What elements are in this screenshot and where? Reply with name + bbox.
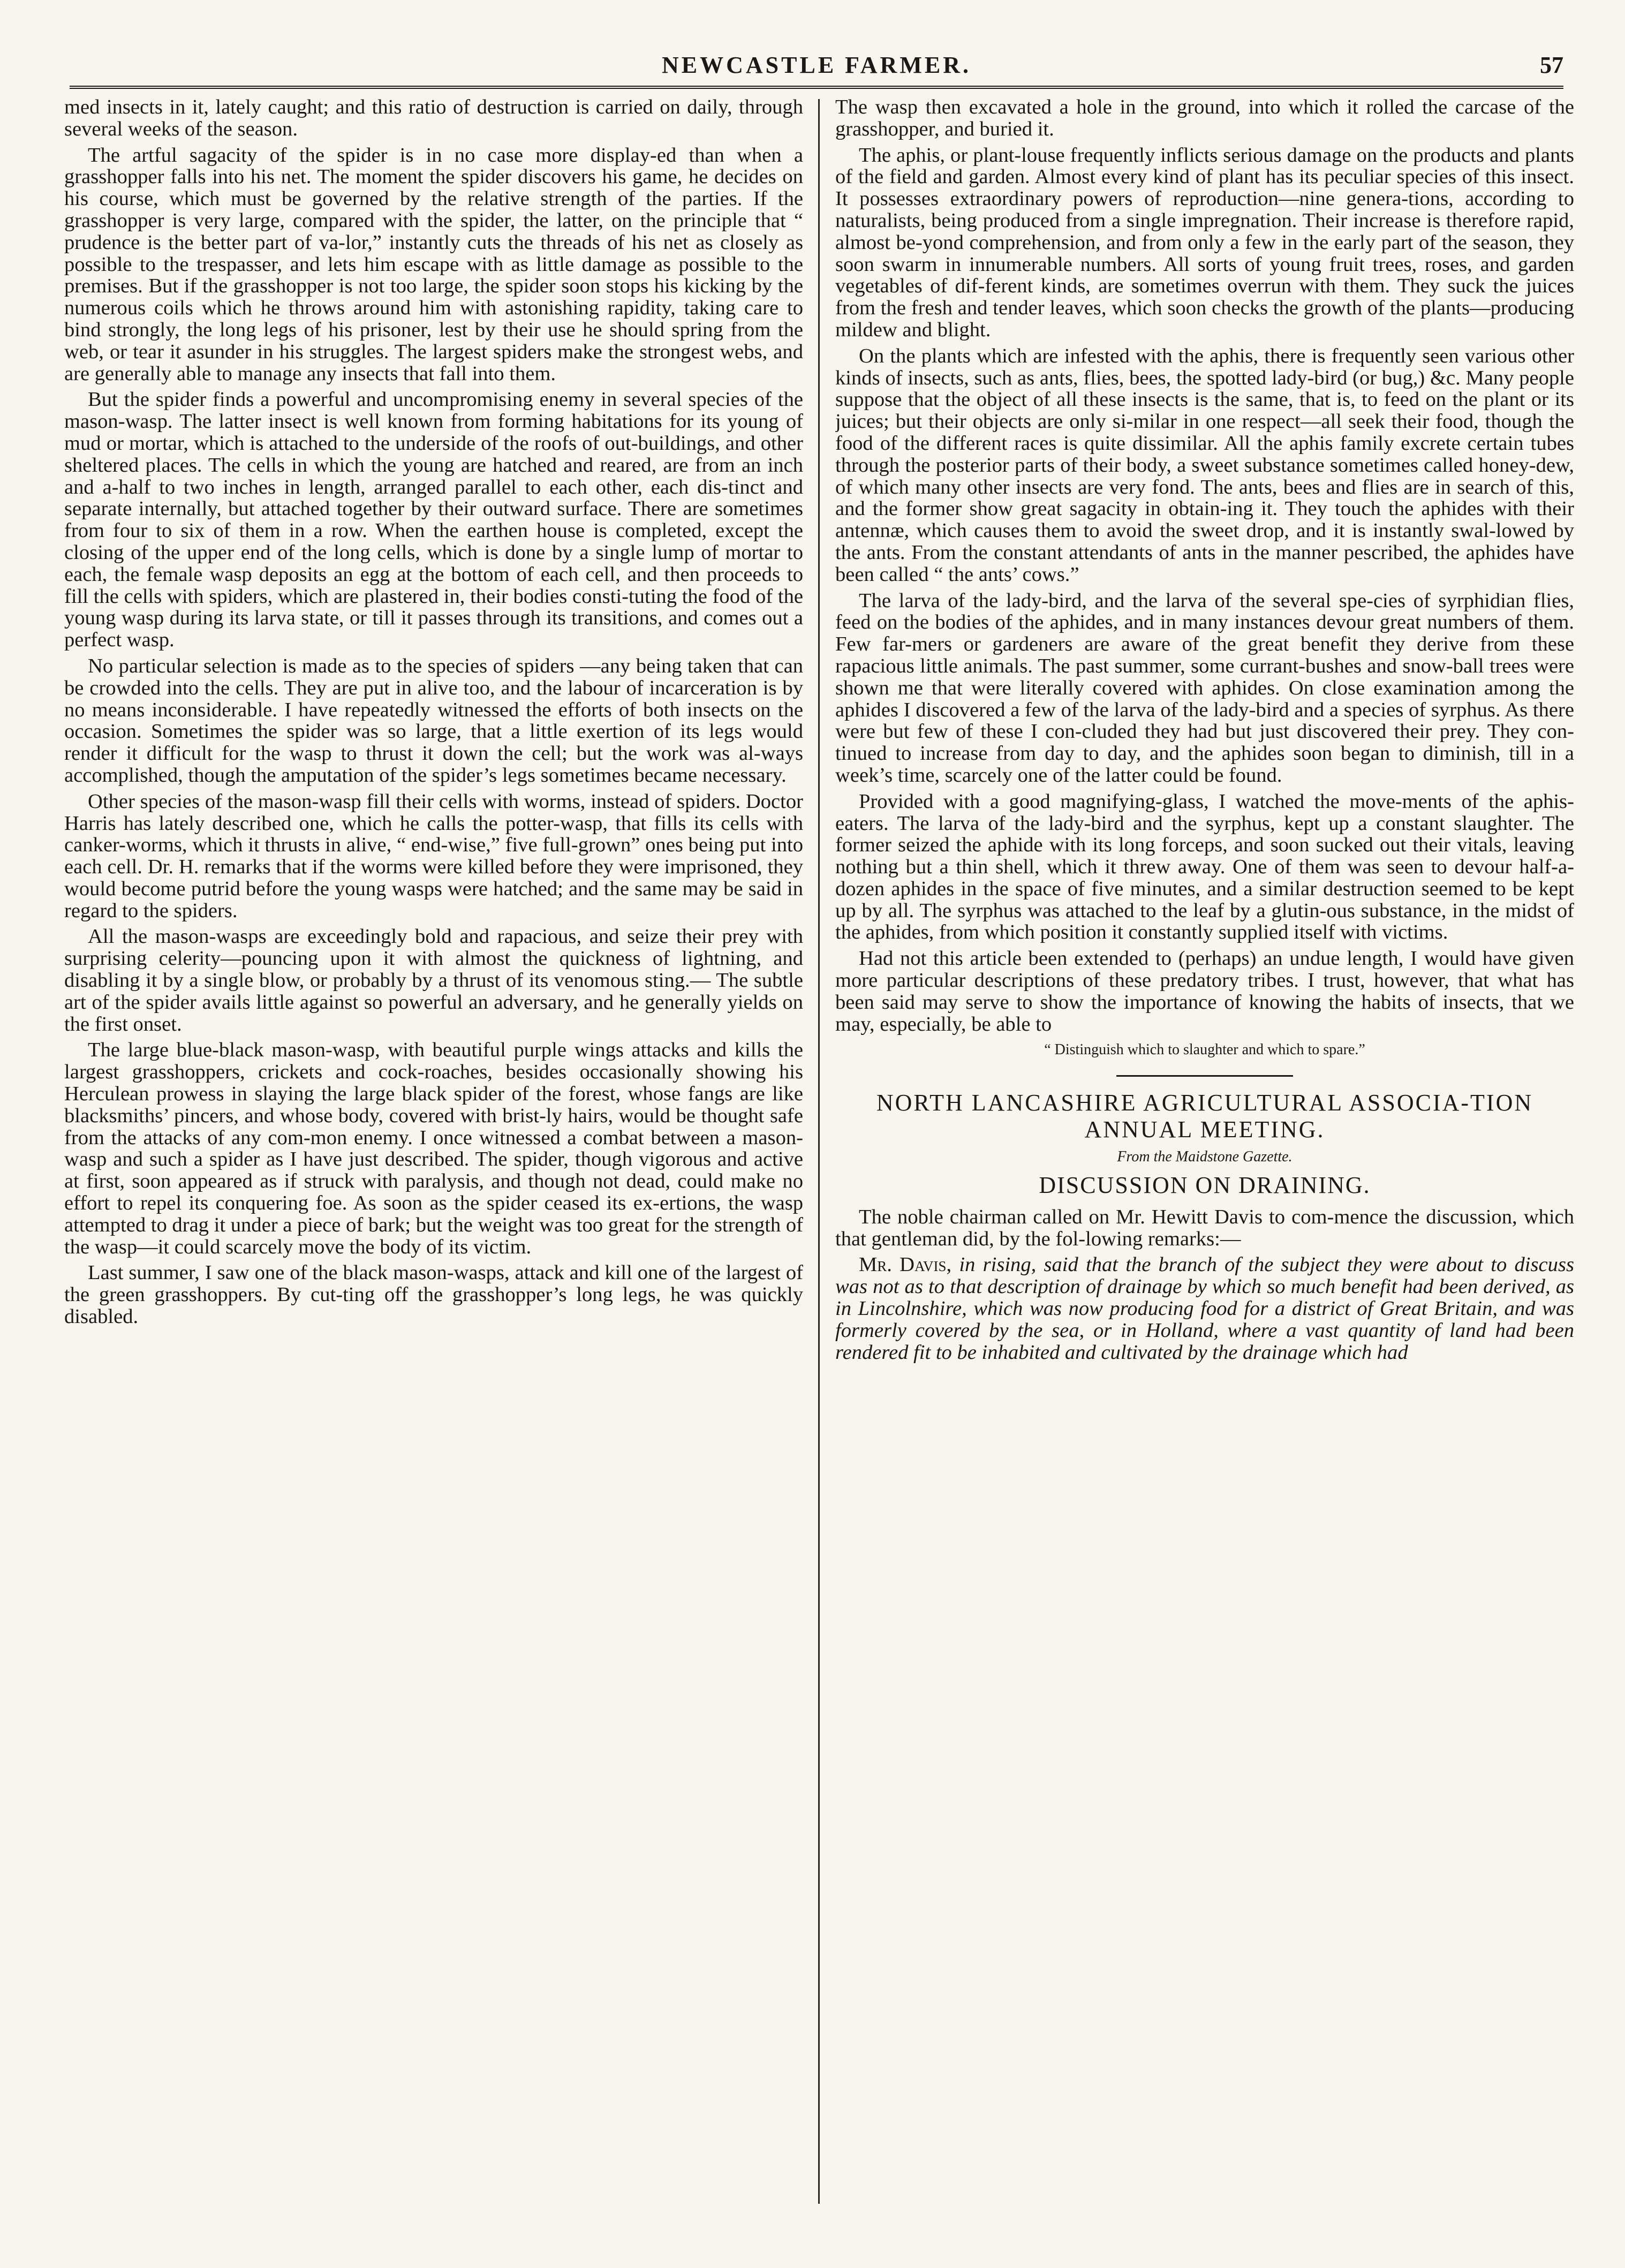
- article-paragraph: No particular selection is made as to the species of spiders —any being taken that can be crowded into the cells. They are put in alive too, and the labour of incarceration is by no means inconsiderable. I have repeatedly witnessed the efforts of both insects on the occasion. Sometimes the spider was so large, that a little exertion of its legs would render it difficult for the wasp to thrust it down the cell; but the work was al-ways accomplished, though the amputation of the spider’s legs sometimes became necessary.: [64, 654, 803, 787]
- article-paragraph: The aphis, or plant-louse frequently inflicts serious damage on the products and plants of the field and garden. Almost every kind of plant has its peculiar species of this insect. It possesses extraordinary powers of reproduction—nine genera-tions, according to naturalists, being produced from a single impregnation. Their increase is therefore rapid, almost be-yond comprehension, and from only a few in the early part of the season, they soon swarm in innumerable numbers. All sorts of young fruit trees, roses, and garden vegetables of dif-ferent kinds, are sometimes overrun with them. They suck the juices from the fresh and tender leaves, which soon checks the growth of the plants—producing mildew and blight.: [835, 143, 1574, 341]
- article-paragraph: On the plants which are infested with the aphis, there is frequently seen various other kinds of insects, such as ants, flies, bees, the spotted lady-bird (or bug,) &c. Many people suppose that the object of all these insects is the same, that is, to feed on the plant or its juices; but their objects are only si-milar in one respect—all seek their food, though the food of the different races is quite dissimilar. All the aphis family excrete certain tubes through the posterior parts of their body, a sweet substance sometimes called honey-dew, of which many other insects are very fond. The ants, bees and flies are in search of this, and the former show great sagacity in obtain-ing it. They touch the aphides with their antennæ, which causes them to avoid the sweet drop, and it is instantly swal-lowed by the ants. From the constant attendants of ants in the manner pescribed, the aphides have been called “ the ants’ cows.”: [835, 344, 1574, 586]
- speech-paragraph: [835, 1254, 1574, 1363]
- article-paragraph: But the spider finds a powerful and uncompromising enemy in several species of the mason-wasp. The latter insect is well known from forming habitations for its young of mud or mortar, which is attached to the underside of the roofs of out-buildings, and other sheltered places. The cells in which the young are hatched and reared, are from an inch and a-half to two inches in length, arranged parallel to each other, each dis-tinct and separate internally, but attached together by their outward surface. There are sometimes from four to six of them in a row. When the earthen house is completed, except the closing of the upper end of the long cells, which is done by a single lump of mortar to each, the female wasp deposits an egg at the bottom of each cell, and then proceeds to fill the cells with spiders, which are plastered in, their bodies consti-tuting the food of the young wasp during its larva state, or till it passes through its transitions, and comes out a perfect wasp.: [64, 388, 803, 652]
- page-number: 57: [1540, 52, 1563, 78]
- article-paragraph: All the mason-wasps are exceedingly bold and rapacious, and seize their prey with surprising celerity—pouncing upon it with almost the quickness of lightning, and disabling it by a single blow, or probably by a thrust of its venomous sting.— The subtle art of the spider avails little against so powerful an adversary, and he generally yields on the first onset.: [64, 925, 803, 1035]
- article-paragraph: The noble chairman called on Mr. Hewitt Davis to com-mence the discussion, which that gentleman did, by the fol-lowing remarks:—: [835, 1205, 1574, 1250]
- column-divider: [818, 99, 820, 2204]
- speech-text: in rising, said that the branch of the subject they were about to discuss was not as to that description of drainage by which so much benefit had been derived, as in Lincolnshire, which was now producing food for a district of Great Britain, and was formerly covered by the sea, or in Holland, where a vast quantity of land had been rendered fit to be inhabited and cultivated by the drainage which had: [835, 1253, 1574, 1364]
- article-paragraph: Other species of the mason-wasp fill their cells with worms, instead of spiders. Doctor Harris has lately described one, which he calls the potter-wasp, that fills its cells with canker-worms, which it thrusts in alive, “ end-wise,” five full-grown” ones being put into each cell. Dr. H. remarks that if the worms were killed before they were imprisoned, they would become putrid before the young wasps were hatched; and the same may be said in regard to the spiders.: [64, 790, 803, 922]
- closing-quote: “ Distinguish which to slaughter and which to spare.”: [1044, 1041, 1365, 1059]
- article-paragraph: The larva of the lady-bird, and the larva of the several spe-cies of syrphidian flies, feed on the bodies of the aphides, and in many instances devour great numbers of them. Few far-mers or gardeners are aware of the great benefit they derive from these rapacious little animals. The past summer, some currant-bushes and snow-ball trees were shown me that were literally covered with aphides. On close examination among the aphides I discovered a few of the larva of the lady-bird and a species of syrphus. As there were but few of these I con-cluded they had but just discovered their prey. They con-tinued to increase from day to day, and the aphides soon began to diminish, till in a week’s time, scarcely one of the latter could be found.: [835, 589, 1574, 787]
- article-paragraph: Had not this article been extended to (perhaps) an undue length, I would have given more particular descriptions of these predatory tribes. I trust, however, that what has been said may serve to show the importance of knowing the habits of insects, that we may, especially, be able to: [835, 947, 1574, 1035]
- speaker-name: Mr. Davis,: [859, 1253, 952, 1276]
- article-paragraph: The artful sagacity of the spider is in no case more display-ed than when a grasshopper falls into his net. The moment the spider discovers his game, he decides on his course, which must be governed by the relative strength of the parties. If the grasshopper is very large, compared with the spider, the latter, on the principle that “ prudence is the better part of va-lor,” instantly cuts the threads of his net as closely as possible to the trespasser, and lets him escape with as little damage as possible to the premises. But if the grasshopper is not too large, the spider soon stops his kicking by the numerous coils which he throws around him with astonishing rapidity, taking care to bind strongly, the long legs of his prisoner, lest by their use he should spring from the web, or tear it asunder in his struggles. The largest spiders make the strongest webs, and are generally able to manage any insects that fall into them.: [64, 143, 803, 385]
- section-rule: [1116, 1075, 1293, 1077]
- left-column: [64, 96, 803, 2209]
- article-paragraph: Provided with a good magnifying-glass, I watched the move-ments of the aphis-eaters. The larva of the lady-bird and the syrphus, kept up a constant slaughter. The former seized the aphide with its long forceps, and soon sucked out their vitals, leaving nothing but a thin shell, which it threw away. One of them was seen to devour half-a-dozen aphides in the space of five minutes, and a similar destruction seemed to be kept up by all. The syrphus was attached to the leaf by a glutin-ous substance, in the midst of the aphides, from which position it constantly supplied itself with victims.: [835, 790, 1574, 944]
- running-head: NEWCASTLE FARMER.: [661, 52, 971, 78]
- right-column: [835, 96, 1574, 2209]
- article-paragraph: med insects in it, lately caught; and this ratio of destruction is carried on daily, through several weeks of the season.: [64, 96, 803, 140]
- section-subtitle: DISCUSSION ON DRAINING.: [1039, 1172, 1371, 1199]
- section-title: NORTH LANCASHIRE AGRICULTURAL ASSOCIA-TION ANNUAL MEETING.: [876, 1090, 1533, 1143]
- article-paragraph: The wasp then excavated a hole in the ground, into which it rolled the carcase of the grasshopper, and buried it.: [835, 96, 1574, 140]
- header-rule: [70, 86, 1563, 89]
- article-paragraph: Last summer, I saw one of the black mason-wasps, attack and kill one of the largest of the green grasshoppers. By cut-ting off the grasshopper’s long legs, he was quickly disabled.: [64, 1261, 803, 1328]
- source-credit: From the Maidstone Gazette.: [1117, 1148, 1293, 1166]
- page-header: [70, 47, 1563, 85]
- article-paragraph: The large blue-black mason-wasp, with beautiful purple wings attacks and kills the largest grasshoppers, crickets and cock-roaches, besides occasionally showing his Herculean prowess in slaying the large black spider of the forest, whose fangs are like blacksmiths’ pincers, and whose body, covered with brist-ly hairs, would be thought safe from the attacks of any com-mon enemy. I once witnessed a combat between a mason-wasp and such a spider as I have just described. The spider, though vigorous and active at first, soon appeared as if struck with paralysis, and though not dead, could make no effort to repel its conquering foe. As soon as the spider ceased its ex-ertions, the wasp attempted to drag it under a piece of bark; but the weight was too great for the strength of the wasp—it could scarcely move the body of its victim.: [64, 1039, 803, 1258]
